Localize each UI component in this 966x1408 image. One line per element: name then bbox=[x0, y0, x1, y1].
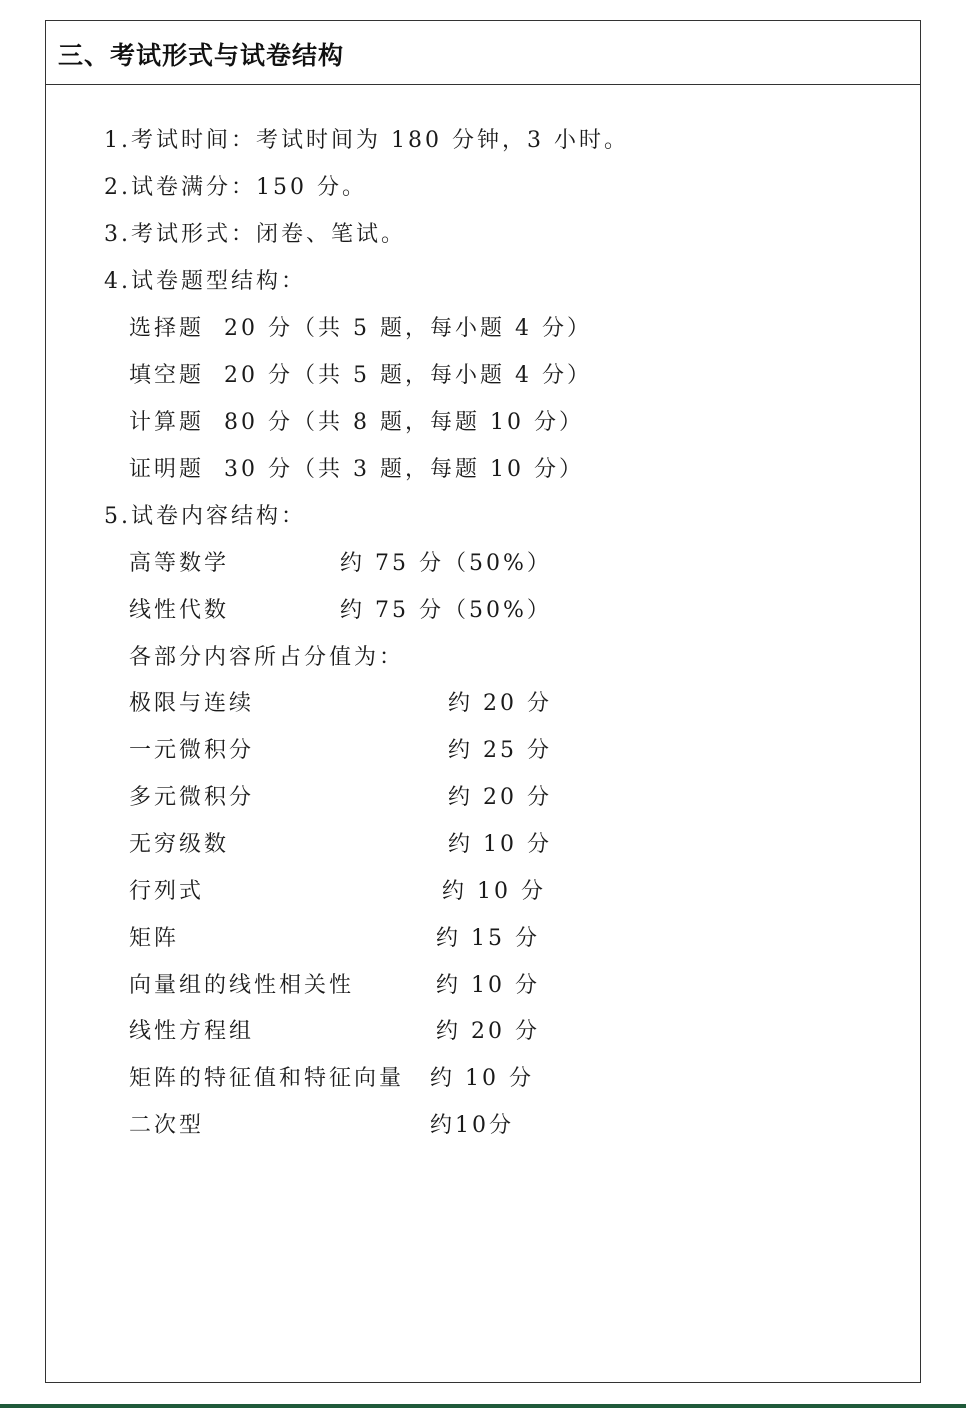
part-value: 约 25 分 bbox=[448, 738, 552, 763]
part-value: 约 20 分 bbox=[436, 1019, 540, 1044]
content-area-value: 约 75 分（50%） bbox=[340, 551, 552, 576]
part-name: 一元微积分 bbox=[129, 738, 255, 763]
question-type-detail: 80 分（共 8 题，每题 10 分） bbox=[224, 410, 584, 435]
part-name: 线性方程组 bbox=[129, 1019, 255, 1044]
question-type-name: 填空题 bbox=[129, 363, 205, 388]
question-type-name: 选择题 bbox=[129, 316, 205, 341]
question-type-detail: 20 分（共 5 题，每小题 4 分） bbox=[224, 316, 592, 341]
part-name: 二次型 bbox=[129, 1113, 205, 1138]
part-name: 矩阵 bbox=[129, 926, 180, 951]
part-value: 约 10 分 bbox=[436, 973, 540, 998]
question-type-name: 计算题 bbox=[129, 410, 205, 435]
part-name: 多元微积分 bbox=[129, 785, 255, 810]
content-area-name: 线性代数 bbox=[129, 598, 230, 623]
section-title: 三、考试形式与试卷结构 bbox=[58, 41, 345, 70]
part-name: 矩阵的特征值和特征向量 bbox=[129, 1066, 405, 1091]
section-header bbox=[46, 21, 920, 85]
part-name: 无穷级数 bbox=[129, 832, 230, 857]
part-value: 约10分 bbox=[430, 1113, 514, 1138]
content-structure-header: 5.试卷内容结构： bbox=[104, 504, 306, 529]
exam-score-line: 2.试卷满分：150 分。 bbox=[104, 175, 367, 200]
bottom-border-bar bbox=[0, 1404, 966, 1408]
exam-time-line: 1.考试时间：考试时间为 180 分钟，3 小时。 bbox=[104, 128, 629, 153]
part-name: 向量组的线性相关性 bbox=[129, 973, 355, 998]
part-name: 行列式 bbox=[129, 879, 205, 904]
content-area-value: 约 75 分（50%） bbox=[340, 598, 552, 623]
part-value: 约 20 分 bbox=[448, 785, 552, 810]
question-type-header: 4.试卷题型结构： bbox=[104, 269, 306, 294]
part-value: 约 10 分 bbox=[448, 832, 552, 857]
question-type-detail: 30 分（共 3 题，每题 10 分） bbox=[224, 457, 584, 482]
part-name: 极限与连续 bbox=[129, 691, 255, 716]
parts-header: 各部分内容所占分值为： bbox=[129, 645, 405, 670]
part-value: 约 10 分 bbox=[430, 1066, 534, 1091]
question-type-name: 证明题 bbox=[129, 457, 205, 482]
question-type-detail: 20 分（共 5 题，每小题 4 分） bbox=[224, 363, 592, 388]
part-value: 约 10 分 bbox=[442, 879, 546, 904]
content-area-name: 高等数学 bbox=[129, 551, 230, 576]
part-value: 约 20 分 bbox=[448, 691, 552, 716]
part-value: 约 15 分 bbox=[436, 926, 540, 951]
exam-form-line: 3.考试形式：闭卷、笔试。 bbox=[104, 222, 406, 247]
